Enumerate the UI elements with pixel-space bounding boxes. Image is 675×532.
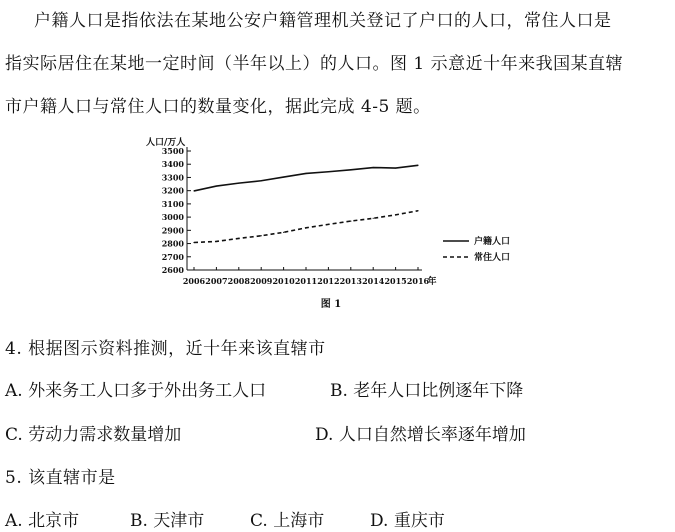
series-0-point-2007 <box>216 185 217 186</box>
x-axis-label: 年 <box>427 277 437 287</box>
y-tick-label-3300: 3300 <box>161 172 184 183</box>
legend-label-0: 户籍人口 <box>474 237 511 247</box>
intro-line-3: 市户籍人口与常住人口的数量变化，据此完成 4-5 题。 <box>5 97 431 117</box>
figure-caption: 图 1 <box>320 299 342 310</box>
x-tick-label-2011: 2011 <box>294 276 318 286</box>
series-1-point-2007 <box>216 241 217 242</box>
question-5-option-d[interactable]: D. 重庆市 <box>370 511 445 531</box>
series-0-point-2012 <box>328 171 329 172</box>
series-0-point-2014 <box>373 167 374 168</box>
x-tick-label-2015: 2015 <box>384 276 407 286</box>
series-1-point-2011 <box>305 227 306 228</box>
y-tick-label-2700: 2700 <box>161 251 184 262</box>
x-tick-label-2016: 2016 <box>406 276 430 286</box>
y-tick-label-3200: 3200 <box>161 185 184 196</box>
question-4-stem: 4. 根据图示资料推测，近十年来该直辖市 <box>5 339 326 359</box>
series-line-1 <box>194 211 418 243</box>
y-tick-label-3100: 3100 <box>161 198 184 209</box>
question-4-option-b[interactable]: B. 老年人口比例逐年下降 <box>330 381 524 401</box>
y-tick-label-3500: 3500 <box>161 146 184 156</box>
series-0-point-2010 <box>283 176 284 177</box>
question-4-option-c[interactable]: C. 劳动力需求数量增加 <box>5 425 182 445</box>
series-0-point-2016 <box>417 165 418 166</box>
series-1-point-2006 <box>193 242 194 243</box>
x-tick-label-2009: 2009 <box>250 276 273 286</box>
legend-label-1: 常住人口 <box>474 253 511 263</box>
intro-line-1: 户籍人口是指依法在某地公安户籍管理机关登记了户口的人口，常住人口是 <box>34 11 612 31</box>
population-line-chart <box>138 133 538 318</box>
series-1-point-2016 <box>417 210 418 211</box>
x-tick-label-2010: 2010 <box>272 276 295 286</box>
x-tick-label-2012: 2012 <box>317 276 340 286</box>
series-1-point-2012 <box>328 224 329 225</box>
series-0-point-2008 <box>238 183 239 184</box>
series-0-point-2006 <box>193 190 194 191</box>
y-tick-label-2900: 2900 <box>161 225 184 236</box>
series-1-point-2008 <box>238 238 239 239</box>
x-tick-label-2008: 2008 <box>227 276 250 286</box>
series-0-point-2009 <box>261 180 262 181</box>
y-tick-label-3400: 3400 <box>161 159 184 170</box>
x-tick-label-2006: 2006 <box>182 276 206 286</box>
y-tick-label-2800: 2800 <box>161 238 184 249</box>
question-4-option-a[interactable]: A. 外来务工人口多于外出务工人口 <box>5 381 267 401</box>
series-1-point-2014 <box>373 218 374 219</box>
question-5-option-b[interactable]: B. 天津市 <box>130 511 205 531</box>
series-0-point-2013 <box>350 169 351 170</box>
x-tick-label-2007: 2007 <box>205 276 228 286</box>
series-1-point-2015 <box>395 214 396 215</box>
x-tick-label-2013: 2013 <box>339 276 362 286</box>
series-0-point-2011 <box>305 173 306 174</box>
question-5-option-a[interactable]: A. 北京市 <box>5 511 80 531</box>
y-tick-label-3000: 3000 <box>161 212 184 223</box>
series-1-point-2010 <box>283 232 284 233</box>
question-4-option-d[interactable]: D. 人口自然增长率逐年增加 <box>315 425 526 445</box>
series-1-point-2013 <box>350 220 351 221</box>
x-tick-label-2014: 2014 <box>362 276 385 286</box>
y-tick-label-2600: 2600 <box>161 265 184 275</box>
series-1-point-2009 <box>261 235 262 236</box>
y-axis-label: 人口/万人 <box>146 138 186 148</box>
intro-line-2: 指实际居住在某地一定时间（半年以上）的人口。图 1 示意近十年来我国某直辖 <box>5 54 624 74</box>
question-5-stem: 5. 该直辖市是 <box>5 468 116 488</box>
series-0-point-2015 <box>395 167 396 168</box>
series-line-0 <box>194 165 418 191</box>
question-5-option-c[interactable]: C. 上海市 <box>250 511 325 531</box>
